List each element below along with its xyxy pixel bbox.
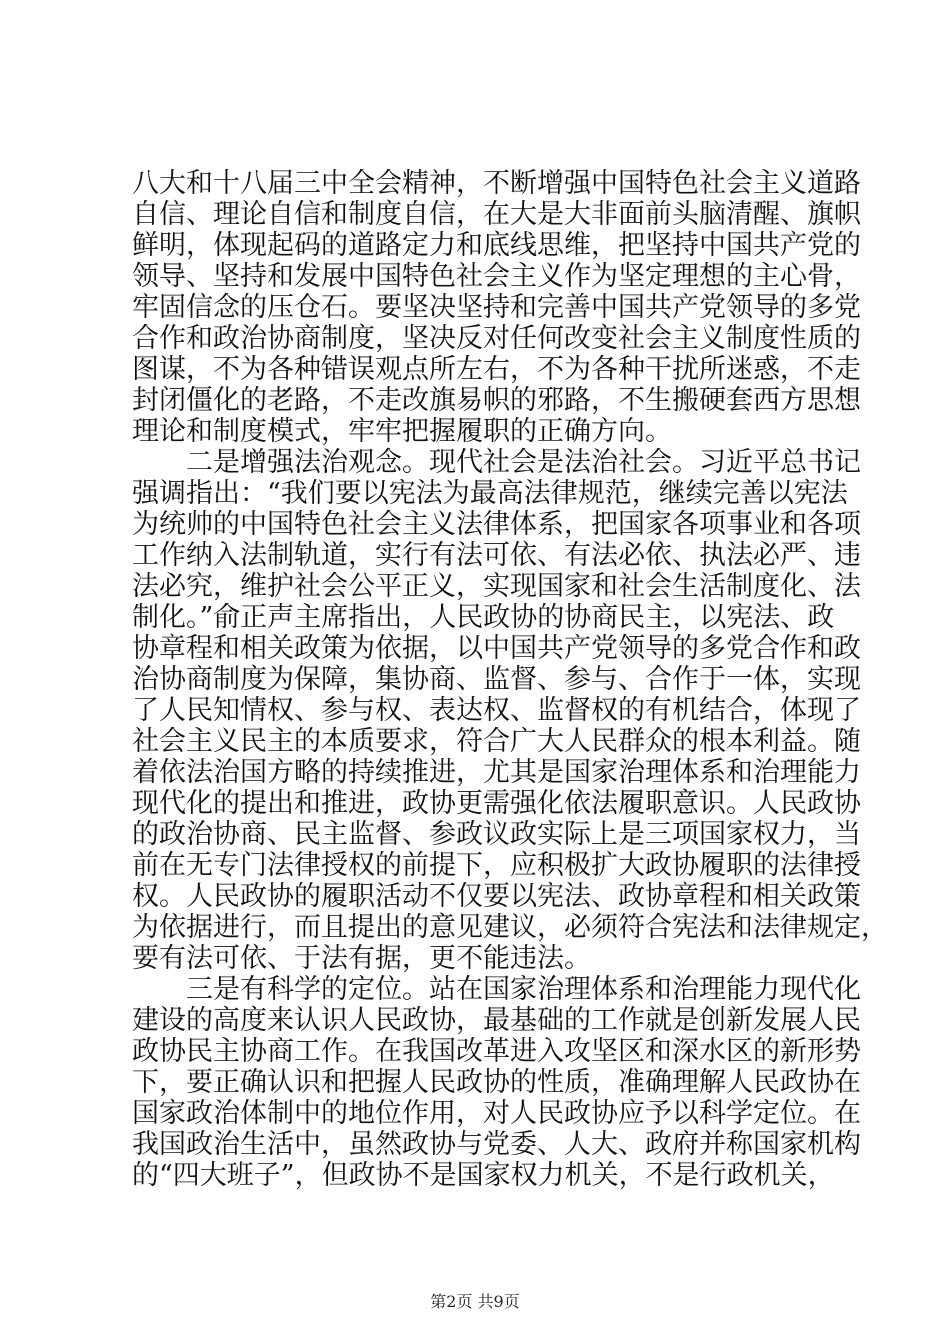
text-line: 图谋，不为各种错误观点所左右，不为各种干扰所迷惑，不走	[132, 354, 861, 385]
text-line: 的“四大班子”，但政协不是国家权力机关，不是行政机关，	[132, 1160, 835, 1191]
text-line: 社会主义民主的本质要求，符合广大人民群众的根本利益。随	[132, 726, 861, 757]
text-line: 鲜明，体现起码的道路定力和底线思维，把坚持中国共产党的	[132, 230, 861, 261]
text-line: 权。人民政协的履职活动不仅要以宪法、政协章程和相关政策	[132, 881, 861, 912]
text-line: 为统帅的中国特色社会主义法律体系，把国家各项事业和各项	[132, 509, 861, 540]
paragraph-2	[132, 447, 888, 974]
text-line: 八大和十八届三中全会精神，不断增强中国特色社会主义道路	[132, 168, 861, 199]
text-line: 牢固信念的压仓石。要坚决坚持和完善中国共产党领导的多党	[132, 292, 861, 323]
text-line: 现代化的提出和推进，政协更需强化依法履职意识。人民政协	[132, 788, 861, 819]
text-line: 为依据进行，而且提出的意见建议，必须符合宪法和法律规定，	[132, 912, 888, 943]
text-line: 封闭僵化的老路，不走改旗易帜的邪路，不生搬硬套西方思想	[132, 385, 861, 416]
text-line: 要有法可依、于法有据，更不能违法。	[132, 943, 591, 974]
text-line: 法必究，维护社会公平正义，实现国家和社会生活制度化、法	[132, 571, 861, 602]
text-line: 下，要正确认识和把握人民政协的性质，准确理解人民政协在	[132, 1067, 861, 1098]
text-line: 理论和制度模式，牢牢把握履职的正确方向。	[132, 416, 672, 447]
text-line: 制化。”俞正声主席指出，人民政协的协商民主，以宪法、政	[132, 602, 835, 633]
text-line: 了人民知情权、参与权、表达权、监督权的有机结合，体现了	[132, 695, 861, 726]
text-line: 建设的高度来认识人民政协，最基础的工作就是创新发展人民	[132, 1005, 861, 1036]
paragraph-1	[132, 168, 861, 447]
text-line: 的政治协商、民主监督、参政议政实际上是三项国家权力，当	[132, 819, 861, 850]
paragraph-3	[132, 974, 861, 1191]
text-line: 前在无专门法律授权的前提下，应积极扩大政协履职的法律授	[132, 850, 861, 881]
text-line: 政协民主协商工作。在我国改革进入攻坚区和深水区的新形势	[132, 1036, 861, 1067]
text-line: 强调指出：“我们要以宪法为最高法律规范，继续完善以宪法	[132, 478, 848, 509]
page-number-footer: 第2页 共9页	[430, 1292, 520, 1311]
document-body	[132, 168, 888, 1191]
text-line: 二是增强法治观念。现代社会是法治社会。习近平总书记	[186, 447, 861, 478]
text-line: 自信、理论自信和制度自信，在大是大非面前头脑清醒、旗帜	[132, 199, 861, 230]
text-line: 工作纳入法制轨道，实行有法可依、有法必依、执法必严、违	[132, 540, 861, 571]
text-line: 领导、坚持和发展中国特色社会主义作为坚定理想的主心骨，	[132, 261, 861, 292]
text-line: 着依法治国方略的持续推进，尤其是国家治理体系和治理能力	[132, 757, 861, 788]
text-line: 我国政治生活中，虽然政协与党委、人大、政府并称国家机构	[132, 1129, 861, 1160]
text-line: 三是有科学的定位。站在国家治理体系和治理能力现代化	[186, 974, 861, 1005]
text-line: 治协商制度为保障，集协商、监督、参与、合作于一体，实现	[132, 664, 861, 695]
text-line: 国家政治体制中的地位作用，对人民政协应予以科学定位。在	[132, 1098, 861, 1129]
text-line: 协章程和相关政策为依据，以中国共产党领导的多党合作和政	[132, 633, 861, 664]
text-line: 合作和政治协商制度，坚决反对任何改变社会主义制度性质的	[132, 323, 861, 354]
